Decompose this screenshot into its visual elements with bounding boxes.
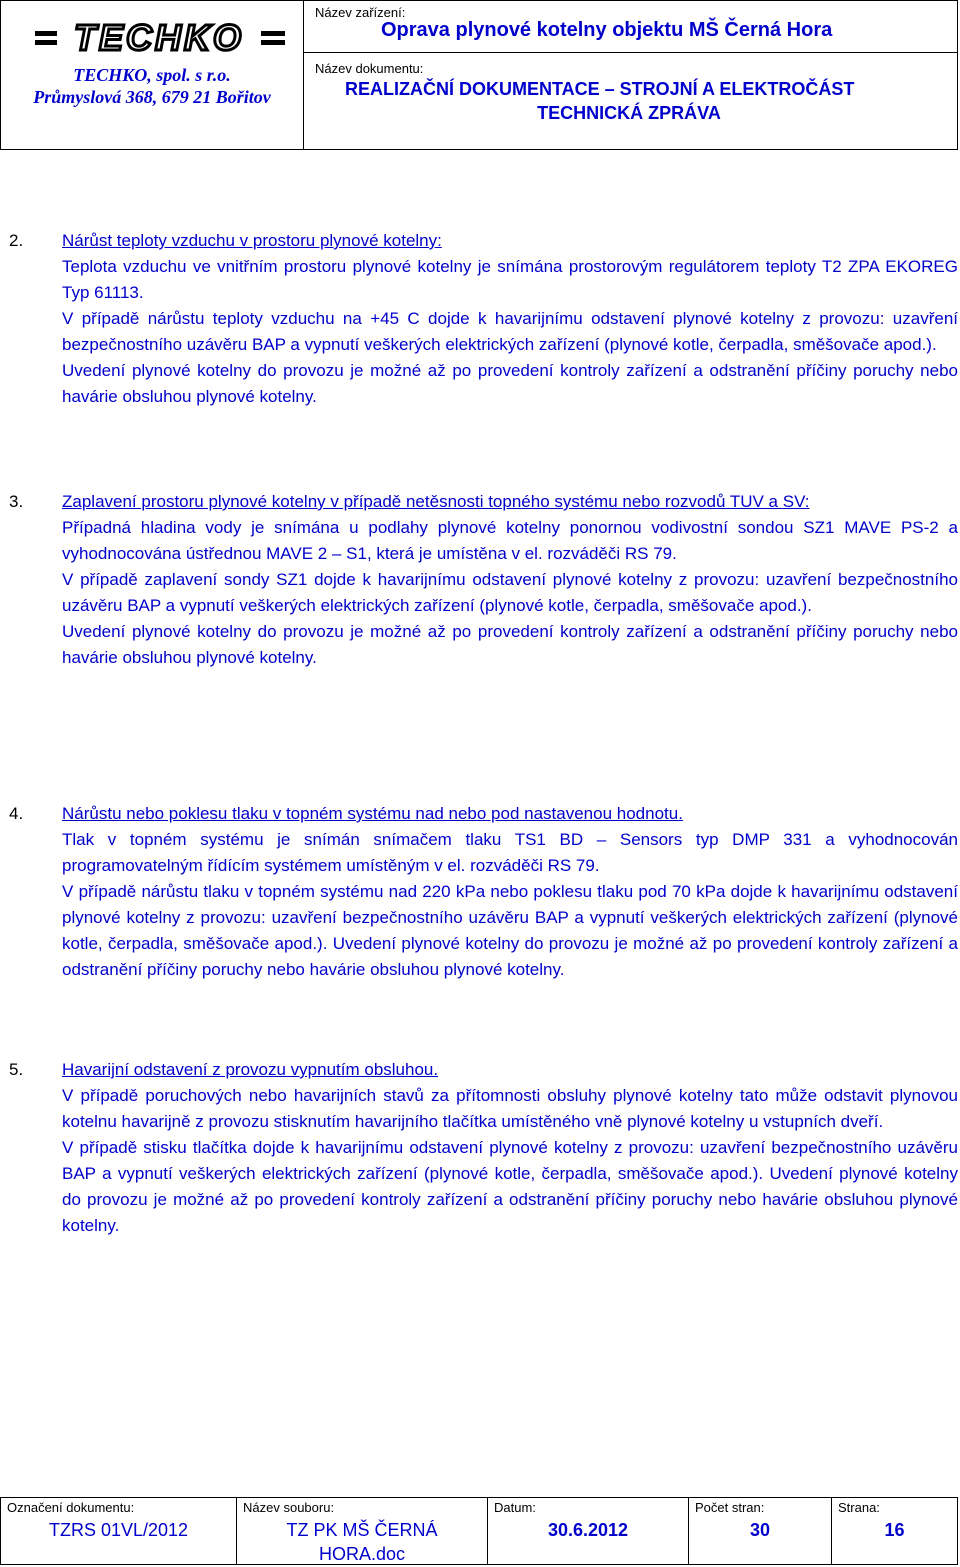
- document-title: REALIZAČNÍ DOKUMENTACE – STROJNÍ A ELEKTROČÁST: [345, 79, 855, 99]
- paragraph: V případě poruchových nebo havarijních stavů za přítomnosti obsluhy plynové kotelny tato může odstavit plynovou kotelnu havarijně z provozu stisknutím havarijního tlačítka umístěného vně plynové kotelny u vstupních dveří.: [62, 1086, 958, 1131]
- document-info-block: [303, 1, 957, 149]
- file-name-line-1: TZ PK MŠ ČERNÁ: [286, 1520, 438, 1540]
- page-number-value: 16: [884, 1520, 905, 1540]
- section-body: [62, 228, 958, 410]
- section-title: Zaplavení prostoru plynové kotelny v případě netěsnosti topného systému nebo rozvodů TUV a SV:: [62, 492, 810, 511]
- paragraph: Tlak v topném systému je snímán snímačem tlaku TS1 BD – Sensors typ DMP 331 a vyhodnocován programovatelným řídícím systémem umístěným v el. rozváděči RS 79.: [62, 830, 958, 875]
- paragraph: Uvedení plynové kotelny do provozu je možné až po provedení kontroly zařízení a odstranění příčiny poruchy nebo havárie obsluhou plynové kotelny.: [62, 622, 958, 667]
- footer-file-name: [237, 1498, 488, 1564]
- techko-logo: [35, 17, 285, 57]
- doc-mark-value: TZRS 01VL/2012: [48, 1520, 189, 1540]
- header-divider: [303, 52, 957, 53]
- page-count-label: Počet stran:: [695, 1500, 765, 1515]
- footer-doc-mark: [1, 1498, 237, 1564]
- footer-page-count: [689, 1498, 832, 1564]
- paragraph: Uvedení plynové kotelny do provozu je možné až po provedení kontroly zařízení a odstranění příčiny poruchy nebo havárie obsluhou plynové kotelny.: [62, 361, 958, 406]
- date-label: Datum:: [494, 1500, 536, 1515]
- file-name-value: [237, 1518, 487, 1566]
- file-name-label: Název souboru:: [243, 1500, 335, 1515]
- page-number-label: Strana:: [838, 1500, 880, 1515]
- paragraph: Případná hladina vody je snímána u podlahy plynové kotelny ponornou vodivostní sondou SZ1 MAVE PS-2 a vyhodnocována ústřednou MAVE 2 – S1, která je umístěna v el. rozváděči RS 79.: [62, 518, 958, 563]
- facility-label: Název zařízení:: [315, 5, 406, 20]
- company-block: [1, 1, 304, 149]
- paragraph: V případě stisku tlačítka dojde k havarijnímu odstavení plynové kotelny z provozu: uzavření bezpečnostního uzávěru BAP a vypnutí veškerých elektrických zařízení (plynové kotle, čerpadla, směšovače apod.). Uvedení plynové kotelny do provozu je možné až po provedení kontroly zařízení a odstranění příčiny poruchy nebo havárie obsluhou plynové kotelny.: [62, 1138, 958, 1235]
- document-subtitle: TECHNICKÁ ZPRÁVA: [537, 103, 721, 123]
- paragraph: Teplota vzduchu ve vnitřním prostoru plynové kotelny je snímána prostorovým regulátorem teploty T2 ZPA EKOREG Typ 61113.: [62, 257, 958, 302]
- company-name: TECHKO, spol. s r.o.: [73, 65, 231, 85]
- section-number: 5.: [9, 1060, 24, 1079]
- document-label: Název dokumentu:: [315, 61, 424, 76]
- page-count-value: 30: [749, 1520, 771, 1540]
- doc-mark-label: Označení dokumentu:: [7, 1500, 135, 1515]
- section-title: Nárůstu nebo poklesu tlaku v topném systému nad nebo pod nastavenou hodnotu.: [62, 804, 683, 823]
- section-body: [62, 801, 958, 983]
- paragraph: V případě zaplavení sondy SZ1 dojde k havarijnímu odstavení plynové kotelny z provozu: uzavření bezpečnostního uzávěru BAP a vypnutí veškerých elektrických zařízení (plynové kotle, čerpadla, směšovače apod.).: [62, 570, 958, 615]
- date-value: 30.6.2012: [547, 1520, 629, 1540]
- section-number: 2.: [9, 231, 24, 250]
- section-body: [62, 1057, 958, 1239]
- svg-text:TECHKO: TECHKO: [74, 17, 244, 57]
- section-number: 3.: [9, 492, 24, 511]
- section-body: [62, 489, 958, 671]
- paragraph: V případě nárůstu teploty vzduchu na +45 C dojde k havarijnímu odstavení plynové kotelny z provozu: uzavření bezpečnostního uzávěru BAP a vypnutí veškerých elektrických zařízení (plynové kotle, čerpadla, směšovače apod.).: [62, 309, 958, 354]
- company-address: Průmyslová 368, 679 21 Bořitov: [33, 87, 271, 107]
- facility-name: Oprava plynové kotelny objektu MŠ Černá Hora: [381, 19, 833, 41]
- page-footer: [0, 1497, 958, 1565]
- page-header: [0, 0, 958, 150]
- paragraph: V případě nárůstu tlaku v topném systému nad 220 kPa nebo poklesu tlaku pod 70 kPa dojde k havarijnímu odstavení plynové kotelny z provozu: uzavření bezpečnostního uzávěru BAP a vypnutí veškerých elektrických zařízení (plynové kotle, čerpadla, směšovače apod.). Uvedení plynové kotelny do provozu je možné až po provedení kontroly zařízení a odstranění příčiny poruchy nebo havárie obsluhou plynové kotelny.: [62, 882, 958, 979]
- footer-date: [488, 1498, 689, 1564]
- section-number: 4.: [9, 804, 24, 823]
- file-name-line-2: HORA.doc: [318, 1544, 406, 1564]
- section-title: Nárůst teploty vzduchu v prostoru plynové kotelny:: [62, 231, 442, 250]
- section-title: Havarijní odstavení z provozu vypnutím obsluhou.: [62, 1060, 439, 1079]
- footer-page-number: [832, 1498, 957, 1564]
